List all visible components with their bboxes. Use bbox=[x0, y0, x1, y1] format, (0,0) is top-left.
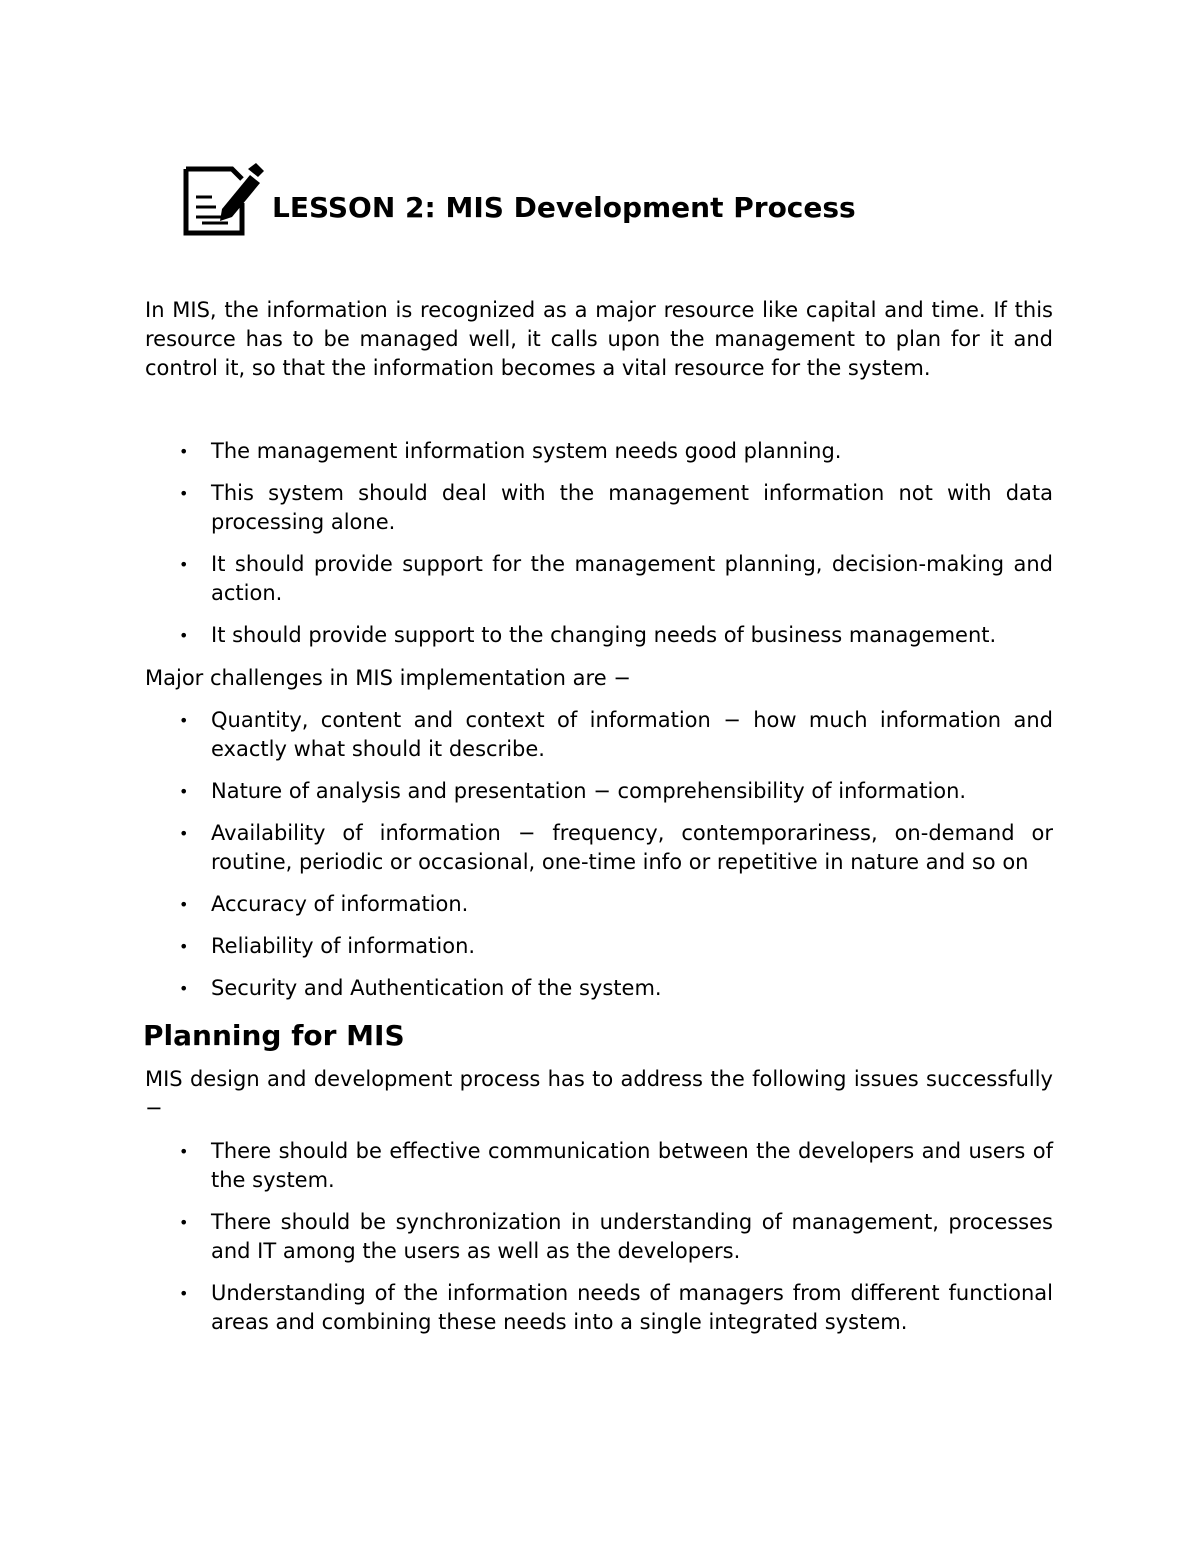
bullet-icon: • bbox=[179, 979, 189, 998]
notepad-pencil-icon bbox=[182, 163, 264, 239]
bullet-icon: • bbox=[179, 1213, 189, 1232]
list-item: • Reliability of information. bbox=[145, 932, 1053, 961]
list-item: • Quantity, content and context of information − how much information and exactly what should it describe. bbox=[179, 708, 1053, 761]
bullet-icon: • bbox=[179, 895, 189, 914]
bullet-icon: • bbox=[179, 1142, 189, 1161]
bullet-icon: • bbox=[179, 824, 189, 843]
list-item: • This system should deal with the management information not with data processing alone. bbox=[179, 481, 1053, 534]
bullet-icon: • bbox=[179, 484, 189, 503]
bullet-icon: • bbox=[179, 1284, 189, 1303]
lesson-title: LESSON 2: MIS Development Process bbox=[272, 191, 856, 224]
list-item: • Security and Authentication of the system. bbox=[145, 974, 1053, 1003]
list-item: • Availability of information − frequency, contemporariness, on-demand or routine, periodic or occasional, one-time info or repetitive in nature and so on bbox=[179, 821, 1053, 874]
bullet-icon: • bbox=[179, 555, 189, 574]
bullet-icon: • bbox=[179, 626, 189, 645]
challenges-intro: Major challenges in MIS implementation are − bbox=[145, 666, 631, 690]
list-item: • There should be effective communication between the developers and users of the system. bbox=[179, 1139, 1053, 1192]
section-heading: Planning for MIS bbox=[143, 1019, 405, 1052]
bullet-icon: • bbox=[179, 937, 189, 956]
planning-issues-list bbox=[145, 1137, 1053, 1350]
list-item: • It should provide support for the management planning, decision-making and action. bbox=[179, 552, 1053, 605]
intro-paragraph: In MIS, the information is recognized as a major resource like capital and time. If this resource has to be managed well, it calls upon the management to plan for it and control it, so that the information becomes a vital resource for the system. bbox=[145, 298, 1053, 380]
list-item: • Accuracy of information. bbox=[145, 890, 1053, 919]
list-item: • Understanding of the information needs of managers from different functional areas and combining these needs into a single integrated system. bbox=[179, 1281, 1053, 1334]
list-item: • The management information system needs good planning. bbox=[145, 437, 1053, 466]
planning-intro: MIS design and development process has to address the following issues successfully − bbox=[145, 1067, 1053, 1120]
list-item: • There should be synchronization in understanding of management, processes and IT among the users as well as the developers. bbox=[179, 1210, 1053, 1263]
list-item: • It should provide support to the changing needs of business management. bbox=[145, 621, 1053, 650]
list-item: • Nature of analysis and presentation − comprehensibility of information. bbox=[145, 777, 1053, 806]
lesson-header bbox=[182, 163, 942, 239]
planning-needs-list bbox=[145, 437, 1053, 663]
bullet-icon: • bbox=[179, 782, 189, 801]
bullet-icon: • bbox=[179, 442, 189, 461]
challenges-list bbox=[145, 706, 1053, 1016]
bullet-icon: • bbox=[179, 711, 189, 730]
